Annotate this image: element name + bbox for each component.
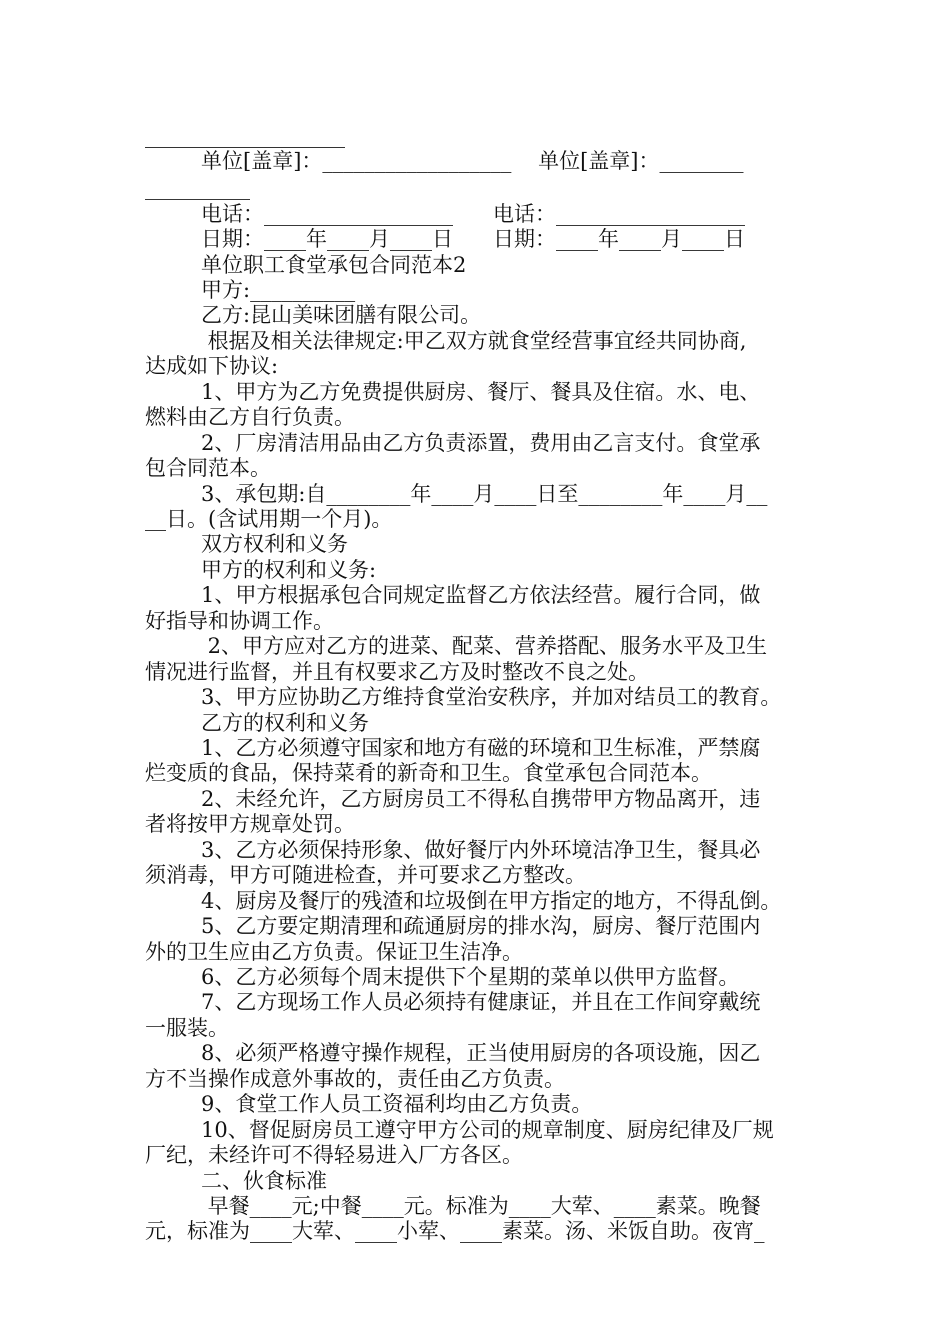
paragraph-line: 1、甲方根据承包合同规定监督乙方依法经营。履行合同，做 (201, 583, 761, 607)
paragraph-line: 4、厨房及餐厅的残渣和垃圾倒在甲方指定的地方，不得乱倒。 (201, 889, 782, 913)
paragraph-line: 3、乙方必须保持形象、做好餐厅内外环境洁净卫生，餐具必 (201, 838, 761, 862)
sign-row-date: 日期：____年____月____日 日期：____年____月____日 (201, 227, 746, 251)
paragraph-line: 者将按甲方规章处罚。 (145, 812, 355, 836)
paragraph-line: 包合同范本。 (145, 456, 271, 480)
paragraph-line: 早餐____元;中餐____元。标准为____大荤、____素菜。晚餐 (201, 1194, 761, 1218)
page-title: 单位职工食堂承包合同范本2 (201, 253, 467, 277)
paragraph-line: 1、乙方必须遵守国家和地方有磁的环境和卫生标准，严禁腐 (201, 736, 761, 760)
party-a: 甲方:__________ (201, 278, 356, 302)
paragraph-line: 方不当操作成意外事故的，责任由乙方负责。 (145, 1067, 565, 1091)
paragraph-line: 2、甲方应对乙方的进菜、配菜、营养搭配、服务水平及卫生 (201, 634, 768, 658)
paragraph-line: 外的卫生应由乙方负责。保证卫生洁净。 (145, 940, 523, 964)
paragraph-line: 一服装。 (145, 1016, 229, 1040)
paragraph-line: 须消毒，甲方可随进检查，并可要求乙方整改。 (145, 863, 586, 887)
paragraph-line: 好指导和协调工作。 (145, 609, 334, 633)
section-heading: 甲方的权利和义务: (201, 558, 377, 582)
paragraph-line: 3、承包期:自________年____月____日至________年____月__ (201, 482, 768, 506)
paragraph-line: 5、乙方要定期清理和疏通厨房的排水沟，厨房、餐厅范围内 (201, 914, 761, 938)
paragraph-line: 2、厂房清洁用品由乙方负责添置，费用由乙言支付。食堂承 (201, 431, 761, 455)
paragraph-line: 2、未经允许，乙方厨房员工不得私自携带甲方物品离开，违 (201, 787, 761, 811)
sign-row-company-seal: 单位[盖章]：__________________ 单位[盖章]：________ (201, 149, 744, 173)
paragraph-line: 达成如下协议: (145, 354, 279, 378)
paragraph-line: 10、督促厨房员工遵守甲方公司的规章制度、厨房纪律及厂规 (201, 1118, 774, 1142)
paragraph-line: 6、乙方必须每个周末提供下个星期的菜单以供甲方监督。 (201, 965, 740, 989)
section-heading: 二、伙食标准 (201, 1169, 327, 1193)
paragraph-line: 8、必须严格遵守操作规程，正当使用厨房的各项设施，因乙 (201, 1041, 761, 1065)
sign-row-phone: 电话：__________________ 电话：__________________ (201, 202, 746, 226)
paragraph-line: 根据及相关法律规定:甲乙双方就食堂经营事宜经共同协商, (201, 329, 747, 353)
paragraph-line: 燃料由乙方自行负责。 (145, 405, 355, 429)
paragraph-line: 3、甲方应协助乙方维持食堂治安秩序，并加对结员工的教育。 (201, 685, 782, 709)
paragraph-line: 元，标准为____大荤、____小荤、____素菜。汤、米饭自助。夜宵_ (145, 1219, 765, 1243)
section-heading: 乙方的权利和义务 (201, 711, 369, 735)
paragraph-line: 情况进行监督，并且有权要求乙方及时整改不良之处。 (145, 660, 649, 684)
paragraph-line: 烂变质的食品，保持菜肴的新奇和卫生。食堂承包合同范本。 (145, 761, 712, 785)
paragraph-line: 9、食堂工作人员工资福利均由乙方负责。 (201, 1092, 593, 1116)
section-heading: 双方权利和义务 (201, 532, 348, 556)
paragraph-line: 厂纪，未经许可不得轻易进入厂方各区。 (145, 1143, 523, 1167)
party-b: 乙方:昆山美味团膳有限公司。 (201, 303, 482, 327)
paragraph-line: 7、乙方现场工作人员必须持有健康证，并且在工作间穿戴统 (201, 990, 761, 1014)
paragraph-line: __日。(含试用期一个月)。 (145, 507, 393, 531)
paragraph-line: 1、甲方为乙方免费提供厨房、餐厅、餐具及住宿。水、电、 (201, 380, 761, 404)
sign-row-underline: __________ (145, 176, 250, 200)
